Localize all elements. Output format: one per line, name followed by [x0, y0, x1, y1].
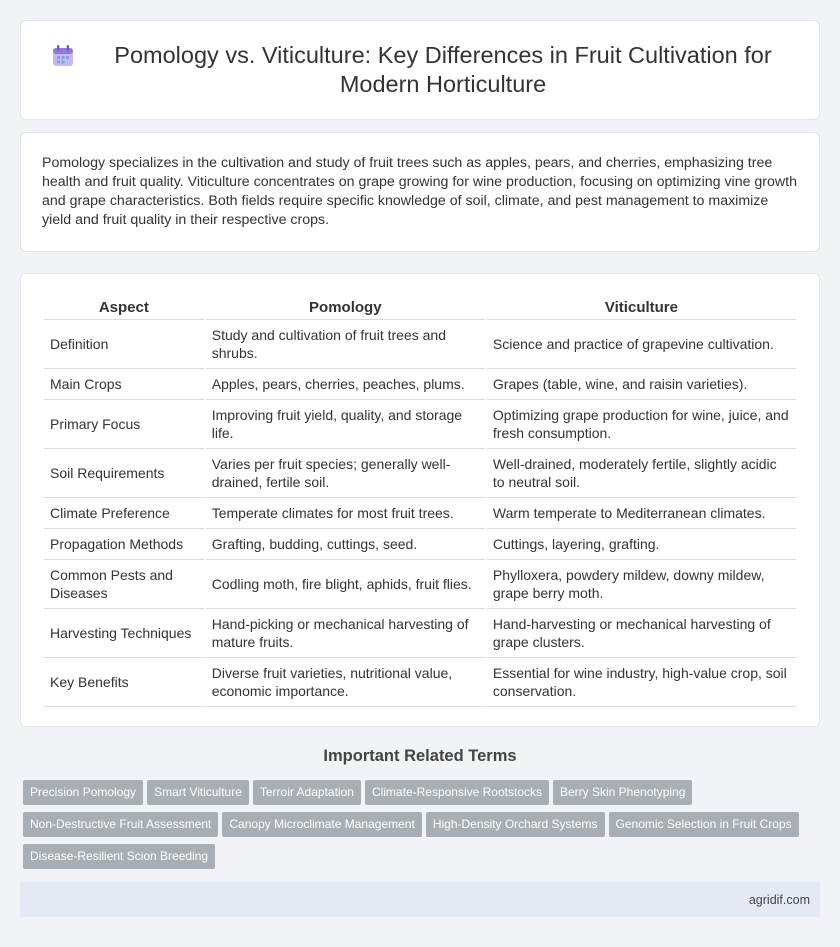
viticulture-cell: Essential for wine industry, high-value crop, soil conservation. — [487, 658, 796, 707]
table-row — [44, 498, 796, 529]
header-pomology: Pomology — [206, 296, 485, 320]
aspect-cell: Definition — [44, 320, 204, 369]
aspect-cell: Soil Requirements — [44, 449, 204, 498]
viticulture-cell: Science and practice of grapevine cultivation. — [487, 320, 796, 369]
pomology-cell: Improving fruit yield, quality, and storage life. — [206, 400, 485, 449]
calendar-icon — [50, 43, 76, 69]
aspect-cell: Harvesting Techniques — [44, 609, 204, 658]
pomology-cell: Grafting, budding, cuttings, seed. — [206, 529, 485, 560]
related-term-tag[interactable]: Canopy Microclimate Management — [222, 812, 421, 837]
related-term-tag[interactable]: Genomic Selection in Fruit Crops — [609, 812, 799, 837]
related-term-tag[interactable]: Non-Destructive Fruit Assessment — [23, 812, 218, 837]
pomology-cell: Study and cultivation of fruit trees and shrubs. — [206, 320, 485, 369]
table-row — [44, 658, 796, 707]
header-viticulture: Viticulture — [487, 296, 796, 320]
related-term-tag[interactable]: Disease-Resilient Scion Breeding — [23, 844, 215, 869]
related-term-tag[interactable]: High-Density Orchard Systems — [426, 812, 605, 837]
viticulture-cell: Well-drained, moderately fertile, slightly acidic to neutral soil. — [487, 449, 796, 498]
comparison-card — [20, 273, 820, 727]
aspect-cell: Common Pests and Diseases — [44, 560, 204, 609]
intro-card — [20, 132, 820, 252]
title-card — [20, 20, 820, 120]
related-terms-tags — [23, 780, 823, 876]
related-term-tag[interactable]: Precision Pomology — [23, 780, 143, 805]
comparison-table — [42, 296, 798, 707]
viticulture-cell: Grapes (table, wine, and raisin varieties). — [487, 369, 796, 400]
table-row — [44, 449, 796, 498]
header-aspect: Aspect — [44, 296, 204, 320]
pomology-cell: Hand-picking or mechanical harvesting of mature fruits. — [206, 609, 485, 658]
table-row — [44, 369, 796, 400]
footer-site-link[interactable]: agridif.com — [748, 893, 810, 907]
footer — [20, 882, 820, 917]
related-term-tag[interactable]: Terroir Adaptation — [253, 780, 361, 805]
viticulture-cell: Optimizing grape production for wine, juice, and fresh consumption. — [487, 400, 796, 449]
table-row — [44, 400, 796, 449]
intro-paragraph: Pomology specializes in the cultivation and study of fruit trees such as apples, pears, and cherries, emphasizing tree health and fruit quality. Viticulture concentrates on grape growing for wine production, focusing on optimizing vine growth and grape characteristics. Both fields require specific knowledge of soil, climate, and pest management to maximize yield and fruit quality in their respective crops. — [42, 155, 797, 228]
table-header-row — [44, 296, 796, 320]
related-terms-title: Important Related Terms — [323, 747, 517, 765]
pomology-cell: Apples, pears, cherries, peaches, plums. — [206, 369, 485, 400]
related-term-tag[interactable]: Smart Viticulture — [147, 780, 249, 805]
viticulture-cell: Hand-harvesting or mechanical harvesting of grape clusters. — [487, 609, 796, 658]
viticulture-cell: Cuttings, layering, grafting. — [487, 529, 796, 560]
page-title: Pomology vs. Viticulture: Key Differences in Fruit Cultivation for Modern Horticulture — [114, 42, 772, 97]
aspect-cell: Main Crops — [44, 369, 204, 400]
table-row — [44, 529, 796, 560]
pomology-cell: Varies per fruit species; generally well-drained, fertile soil. — [206, 449, 485, 498]
table-row — [44, 320, 796, 369]
pomology-cell: Temperate climates for most fruit trees. — [206, 498, 485, 529]
related-term-tag[interactable]: Climate-Responsive Rootstocks — [365, 780, 549, 805]
related-term-tag[interactable]: Berry Skin Phenotyping — [553, 780, 692, 805]
pomology-cell: Codling moth, fire blight, aphids, fruit flies. — [206, 560, 485, 609]
table-row — [44, 560, 796, 609]
aspect-cell: Key Benefits — [44, 658, 204, 707]
title-wrap — [50, 41, 790, 99]
viticulture-cell: Warm temperate to Mediterranean climates. — [487, 498, 796, 529]
table-row — [44, 609, 796, 658]
aspect-cell: Primary Focus — [44, 400, 204, 449]
aspect-cell: Climate Preference — [44, 498, 204, 529]
aspect-cell: Propagation Methods — [44, 529, 204, 560]
viticulture-cell: Phylloxera, powdery mildew, downy mildew, grape berry moth. — [487, 560, 796, 609]
pomology-cell: Diverse fruit varieties, nutritional value, economic importance. — [206, 658, 485, 707]
